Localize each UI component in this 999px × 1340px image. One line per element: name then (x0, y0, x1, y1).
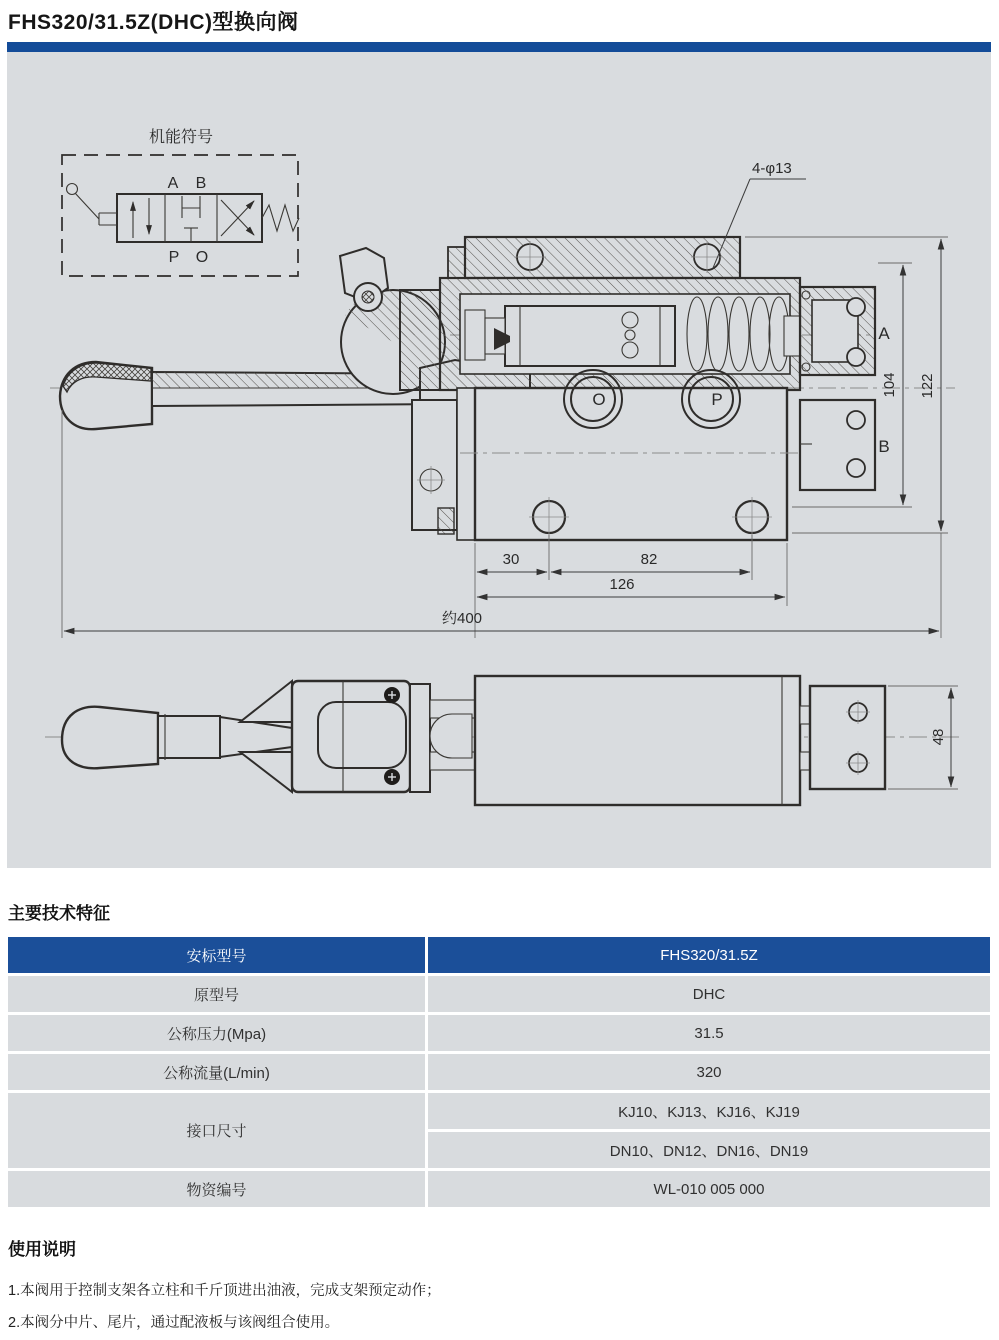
page-title: FHS320/31.5Z(DHC)型换向阀 (8, 11, 299, 34)
port-a-label: A (878, 324, 890, 343)
table-row-model (8, 976, 990, 1012)
dim-48-label: 48 (930, 728, 947, 746)
main-section-view (50, 160, 955, 638)
symbol-port-b: B (195, 175, 207, 192)
table-row-material-code (8, 1171, 990, 1207)
header-value-cell: FHS320/31.5Z (428, 937, 990, 973)
dim-104-label: 104 (881, 372, 898, 398)
port-o-label: O (592, 390, 606, 409)
right-end-cap (800, 287, 875, 375)
usage-heading: 使用说明 (8, 1240, 76, 1259)
dimension-126 (477, 543, 787, 606)
row-label: 原型号 (8, 976, 425, 1012)
lower-block (457, 370, 875, 540)
symbol-port-o: O (195, 249, 209, 266)
symbol-port-p: P (168, 249, 180, 266)
specs-heading: 主要技术特征 (8, 904, 110, 923)
table-row-flow (8, 1054, 990, 1090)
valve-technical-drawing (7, 52, 991, 868)
row-value: WL-010 005 000 (428, 1171, 990, 1207)
accent-bar (7, 42, 991, 52)
dim-82-label: 82 (640, 551, 658, 568)
table-header-row (8, 937, 990, 973)
row-value: DHC (428, 976, 990, 1012)
row-label: 公称压力(Mpa) (8, 1015, 425, 1051)
port-b-label: B (878, 437, 890, 456)
bracket-screw-bottom (384, 769, 400, 785)
header-label-cell: 安标型号 (8, 937, 425, 973)
table-row-ports (8, 1093, 990, 1168)
row-value: 31.5 (428, 1015, 990, 1051)
hole-callout-label: 4-φ13 (752, 160, 792, 177)
row-label: 物资编号 (8, 1171, 425, 1207)
valve-drawing-panel (7, 52, 991, 868)
bracket-screw-top (384, 687, 400, 703)
function-symbol-label: 机能符号 (148, 129, 214, 146)
row-value-kj: KJ10、KJ13、KJ16、KJ19 (428, 1093, 990, 1129)
valve-body-section (400, 278, 800, 390)
dim-122-label: 122 (919, 373, 936, 399)
row-value-dn: DN10、DN12、DN16、DN19 (428, 1132, 990, 1168)
dimension-30 (475, 535, 549, 638)
dim-400-label: 约400 (442, 610, 483, 627)
usage-note-2: 2.本阀分中片、尾片，通过配液板与该阀组合使用。 (8, 1315, 340, 1331)
dimension-82 (551, 535, 752, 580)
dimension-48 (888, 686, 958, 789)
port-p-label: P (711, 390, 723, 409)
dim-30-label: 30 (502, 551, 520, 568)
row-value: 320 (428, 1054, 990, 1090)
usage-note-1: 1.本阀用于控制支架各立柱和千斤顶进出油液，完成支架预定动作； (8, 1283, 441, 1299)
bottom-view (45, 676, 960, 805)
lever-icon (67, 184, 118, 226)
row-label: 接口尺寸 (8, 1093, 425, 1168)
spring-icon (262, 205, 299, 231)
function-symbol (62, 128, 299, 276)
symbol-port-a: A (167, 175, 179, 192)
specs-table (8, 937, 990, 1207)
row-label: 公称流量(L/min) (8, 1054, 425, 1090)
dim-126-label: 126 (609, 576, 635, 593)
table-row-pressure (8, 1015, 990, 1051)
top-mounting-plate (448, 237, 740, 278)
